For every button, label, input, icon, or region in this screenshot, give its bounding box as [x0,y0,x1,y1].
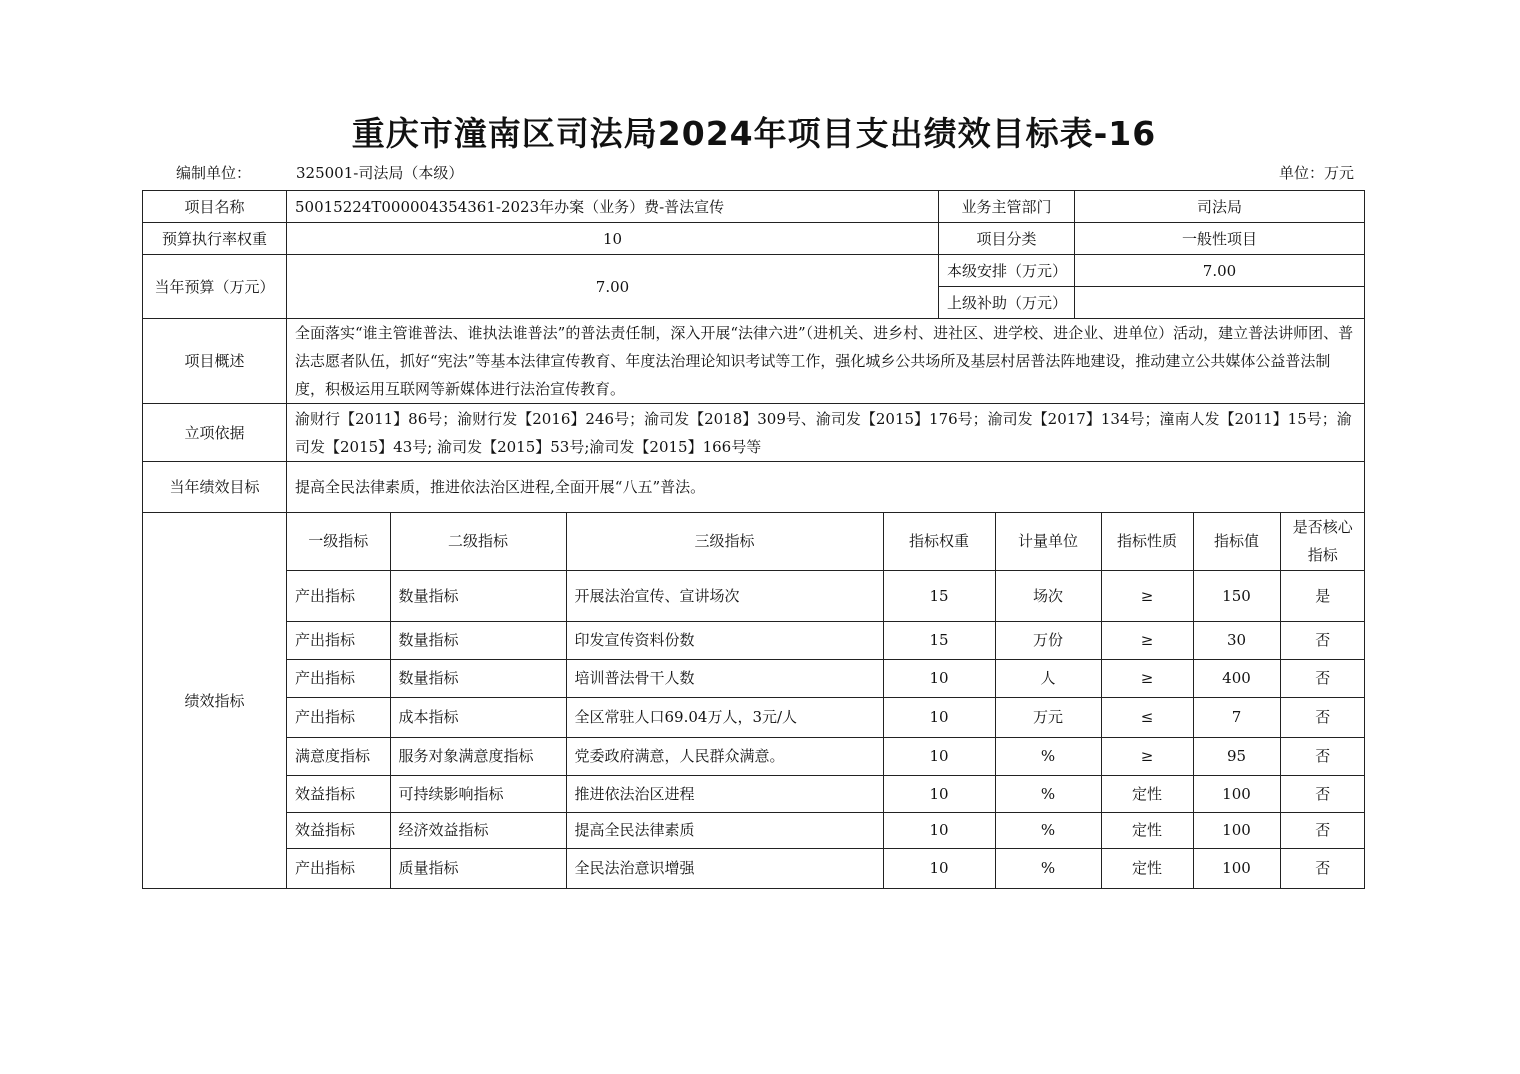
goal-label: 当年绩效目标 [143,462,287,513]
unit-label: 编制单位： [176,164,252,182]
l3-cell: 党委政府满意，人民群众满意。 [566,737,883,775]
header-cell: 三级指标 [566,513,883,570]
table-row [287,621,1365,659]
subsidy-label: 上级补助（万元） [939,287,1075,319]
l1-cell: 产出指标 [287,697,390,737]
weight-cell: 10 [883,812,995,848]
core-cell: 否 [1280,812,1365,848]
goal-text: 提高全民法律素质，推进依法治区进程,全面开展“八五”普法。 [287,462,1365,513]
weight-cell: 10 [883,848,995,888]
weight-label: 预算执行率权重 [143,223,287,255]
table-row [287,848,1365,888]
header-cell: 计量单位 [995,513,1101,570]
value-cell: 95 [1193,737,1280,775]
weight-cell: 15 [883,570,995,621]
core-cell: 否 [1280,697,1365,737]
core-cell: 否 [1280,659,1365,697]
nature-cell: ≤ [1101,697,1193,737]
l1-cell: 产出指标 [287,621,390,659]
l3-cell: 开展法治宣传、宣讲场次 [566,570,883,621]
l2-cell: 数量指标 [390,621,566,659]
table-row [287,775,1365,812]
budget-value: 7.00 [287,255,939,319]
budget-label: 当年预算（万元） [143,255,287,319]
nature-cell: 定性 [1101,812,1193,848]
weight-cell: 15 [883,621,995,659]
dept-value: 司法局 [1075,191,1365,223]
core-cell: 是 [1280,570,1365,621]
weight-cell: 10 [883,737,995,775]
performance-target-table [142,190,1365,889]
unit-cell: % [995,848,1101,888]
l3-cell: 提高全民法律素质 [566,812,883,848]
table-row [287,570,1365,621]
unit-value: 325001-司法局（本级） [296,164,464,182]
l3-cell: 培训普法骨干人数 [566,659,883,697]
header-cell: 二级指标 [390,513,566,570]
nature-cell: 定性 [1101,775,1193,812]
weight-cell: 10 [883,775,995,812]
unit-cell: 场次 [995,570,1101,621]
weight-value: 10 [287,223,939,255]
l2-cell: 质量指标 [390,848,566,888]
l2-cell: 成本指标 [390,697,566,737]
perf-cell [287,513,1365,889]
core-cell: 否 [1280,737,1365,775]
overview-label: 项目概述 [143,319,287,404]
local-value: 7.00 [1075,255,1365,287]
value-cell: 400 [1193,659,1280,697]
l2-cell: 可持续影响指标 [390,775,566,812]
table-row [287,812,1365,848]
weight-cell: 10 [883,697,995,737]
core-cell: 否 [1280,848,1365,888]
l1-cell: 效益指标 [287,812,390,848]
l3-cell: 全民法治意识增强 [566,848,883,888]
subsidy-value [1075,287,1365,319]
table-row [287,737,1365,775]
value-cell: 30 [1193,621,1280,659]
value-cell: 150 [1193,570,1280,621]
l1-cell: 满意度指标 [287,737,390,775]
basis-label: 立项依据 [143,404,287,462]
l3-cell: 推进依法治区进程 [566,775,883,812]
header-cell: 一级指标 [287,513,390,570]
l1-cell: 效益指标 [287,775,390,812]
header-cell: 指标性质 [1101,513,1193,570]
basis-text: 渝财行【2011】86号；渝财行发【2016】246号；渝司发【2018】309号、渝司发【2015】176号；渝司发【2017】134号；潼南人发【2011】15号；渝司发【2015】43号; 渝司发【2015】53号;渝司发【2015】166号等 [287,404,1365,462]
core-cell: 否 [1280,775,1365,812]
project-name-label: 项目名称 [143,191,287,223]
value-cell: 100 [1193,775,1280,812]
perf-header-row [287,513,1365,570]
nature-cell: ≥ [1101,659,1193,697]
nature-cell: 定性 [1101,848,1193,888]
header-cell: 指标值 [1193,513,1280,570]
header-cell: 指标权重 [883,513,995,570]
l3-cell: 印发宣传资料份数 [566,621,883,659]
value-cell: 100 [1193,848,1280,888]
unit-cell: 万份 [995,621,1101,659]
core-cell: 否 [1280,621,1365,659]
project-name-value: 50015224T000004354361-2023年办案（业务）费-普法宣传 [287,191,939,223]
category-value: 一般性项目 [1075,223,1365,255]
currency-unit: 单位：万元 [1278,164,1354,182]
weight-cell: 10 [883,659,995,697]
unit-cell: % [995,737,1101,775]
unit-cell: 人 [995,659,1101,697]
perf-label: 绩效指标 [143,513,287,889]
unit-cell: % [995,812,1101,848]
table-row [287,697,1365,737]
l2-cell: 数量指标 [390,659,566,697]
page-title: 重庆市潼南区司法局2024年项目支出绩效目标表-16 [351,114,1157,153]
l1-cell: 产出指标 [287,848,390,888]
nature-cell: ≥ [1101,621,1193,659]
l2-cell: 经济效益指标 [390,812,566,848]
unit-cell: 万元 [995,697,1101,737]
overview-text: 全面落实“谁主管谁普法、谁执法谁普法”的普法责任制，深入开展“法律六进”（进机关、进乡村、进社区、进学校、进企业、进单位）活动，建立普法讲师团、普法志愿者队伍，抓好“宪法”等基本法律宣传教育、年度法治理论知识考试等工作，强化城乡公共场所及基层村居普法阵地建设，推动建立公共媒体公益普法制度，积极运用互联网等新媒体进行法治宣传教育。 [287,319,1365,404]
table-row [287,659,1365,697]
unit-cell: % [995,775,1101,812]
nature-cell: ≥ [1101,737,1193,775]
header-cell: 是否核心指标 [1280,513,1365,570]
l1-cell: 产出指标 [287,659,390,697]
category-label: 项目分类 [939,223,1075,255]
l1-cell: 产出指标 [287,570,390,621]
dept-label: 业务主管部门 [939,191,1075,223]
l3-cell: 全区常驻人口69.04万人，3元/人 [566,697,883,737]
local-label: 本级安排（万元） [939,255,1075,287]
value-cell: 100 [1193,812,1280,848]
value-cell: 7 [1193,697,1280,737]
performance-indicators-table [287,513,1365,888]
l2-cell: 数量指标 [390,570,566,621]
l2-cell: 服务对象满意度指标 [390,737,566,775]
nature-cell: ≥ [1101,570,1193,621]
